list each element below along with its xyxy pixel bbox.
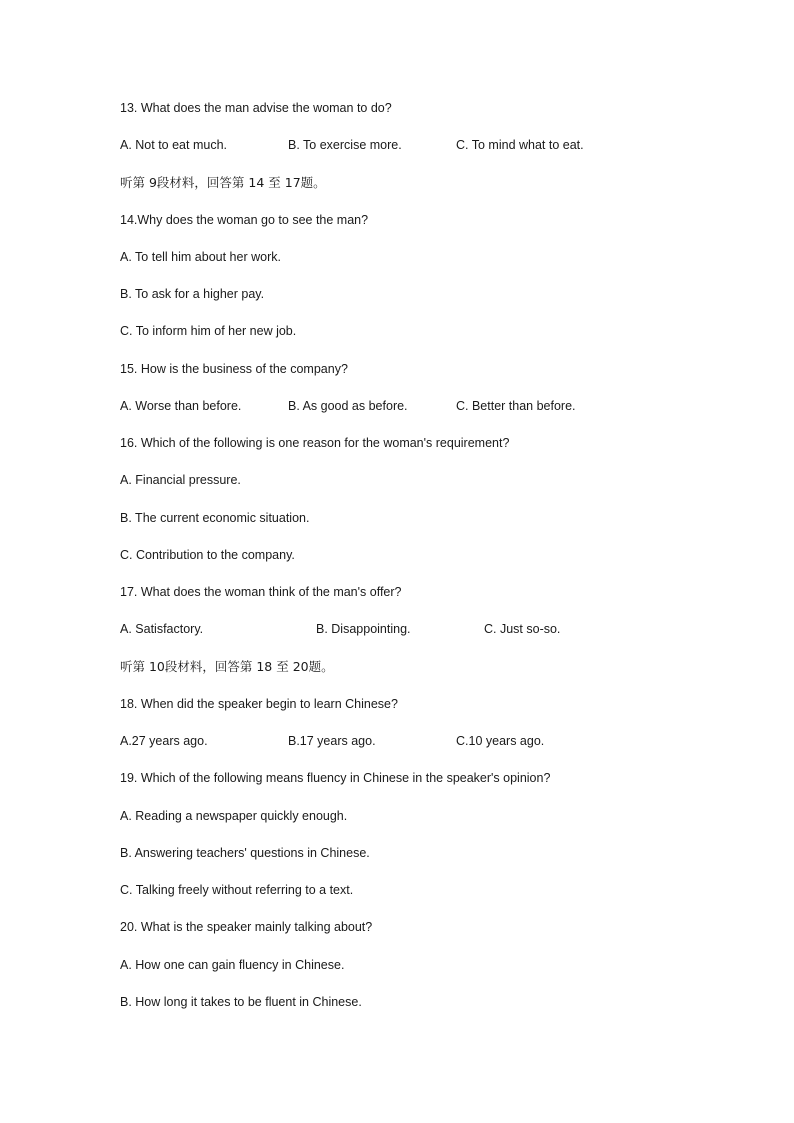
option-19-a: A. Reading a newspaper quickly enough.: [120, 809, 348, 823]
option-20-a: A. How one can gain fluency in Chinese.: [120, 958, 345, 972]
option-13-c: C. To mind what to eat.: [456, 138, 584, 152]
question-14: 14.Why does the woman go to see the man?: [120, 213, 369, 227]
option-17-c: C. Just so-so.: [484, 622, 561, 636]
option-19-c: C. Talking freely without referring to a text.: [120, 883, 354, 897]
option-14-c: C. To inform him of her new job.: [120, 324, 297, 338]
option-15-c: C. Better than before.: [456, 399, 576, 413]
options-15: [120, 398, 680, 414]
options-13: [120, 137, 680, 153]
option-16-b: B. The current economic situation.: [120, 511, 310, 525]
option-18-b: B.17 years ago.: [288, 734, 376, 748]
option-18-c: C.10 years ago.: [456, 734, 545, 748]
option-16-c: C. Contribution to the company.: [120, 548, 295, 562]
option-15-a: A. Worse than before.: [120, 399, 242, 413]
option-19-b: B. Answering teachers' questions in Chinese.: [120, 846, 370, 860]
section-instruction-9: 听第 9段材料，回答第 14 至 17题。: [120, 175, 326, 190]
options-17: [120, 621, 680, 637]
option-14-a: A. To tell him about her work.: [120, 250, 281, 264]
option-17-b: B. Disappointing.: [316, 622, 411, 636]
option-17-a: A. Satisfactory.: [120, 622, 204, 636]
option-20-b: B. How long it takes to be fluent in Chinese.: [120, 995, 362, 1009]
question-18: 18. When did the speaker begin to learn Chinese?: [120, 697, 398, 711]
question-13: 13. What does the man advise the woman to do?: [120, 101, 392, 115]
question-20: 20. What is the speaker mainly talking about?: [120, 920, 373, 934]
option-18-a: A.27 years ago.: [120, 734, 208, 748]
option-13-b: B. To exercise more.: [288, 138, 402, 152]
question-19: 19. Which of the following means fluency in Chinese in the speaker's opinion?: [120, 771, 551, 785]
option-16-a: A. Financial pressure.: [120, 473, 241, 487]
question-15: 15. How is the business of the company?: [120, 362, 348, 376]
options-18: [120, 733, 680, 749]
option-13-a: A. Not to eat much.: [120, 138, 227, 152]
section-instruction-10: 听第 10段材料，回答第 18 至 20题。: [120, 659, 334, 674]
question-17: 17. What does the woman think of the man's offer?: [120, 585, 402, 599]
question-16: 16. Which of the following is one reason for the woman's requirement?: [120, 436, 510, 450]
option-15-b: B. As good as before.: [288, 399, 408, 413]
option-14-b: B. To ask for a higher pay.: [120, 287, 265, 301]
